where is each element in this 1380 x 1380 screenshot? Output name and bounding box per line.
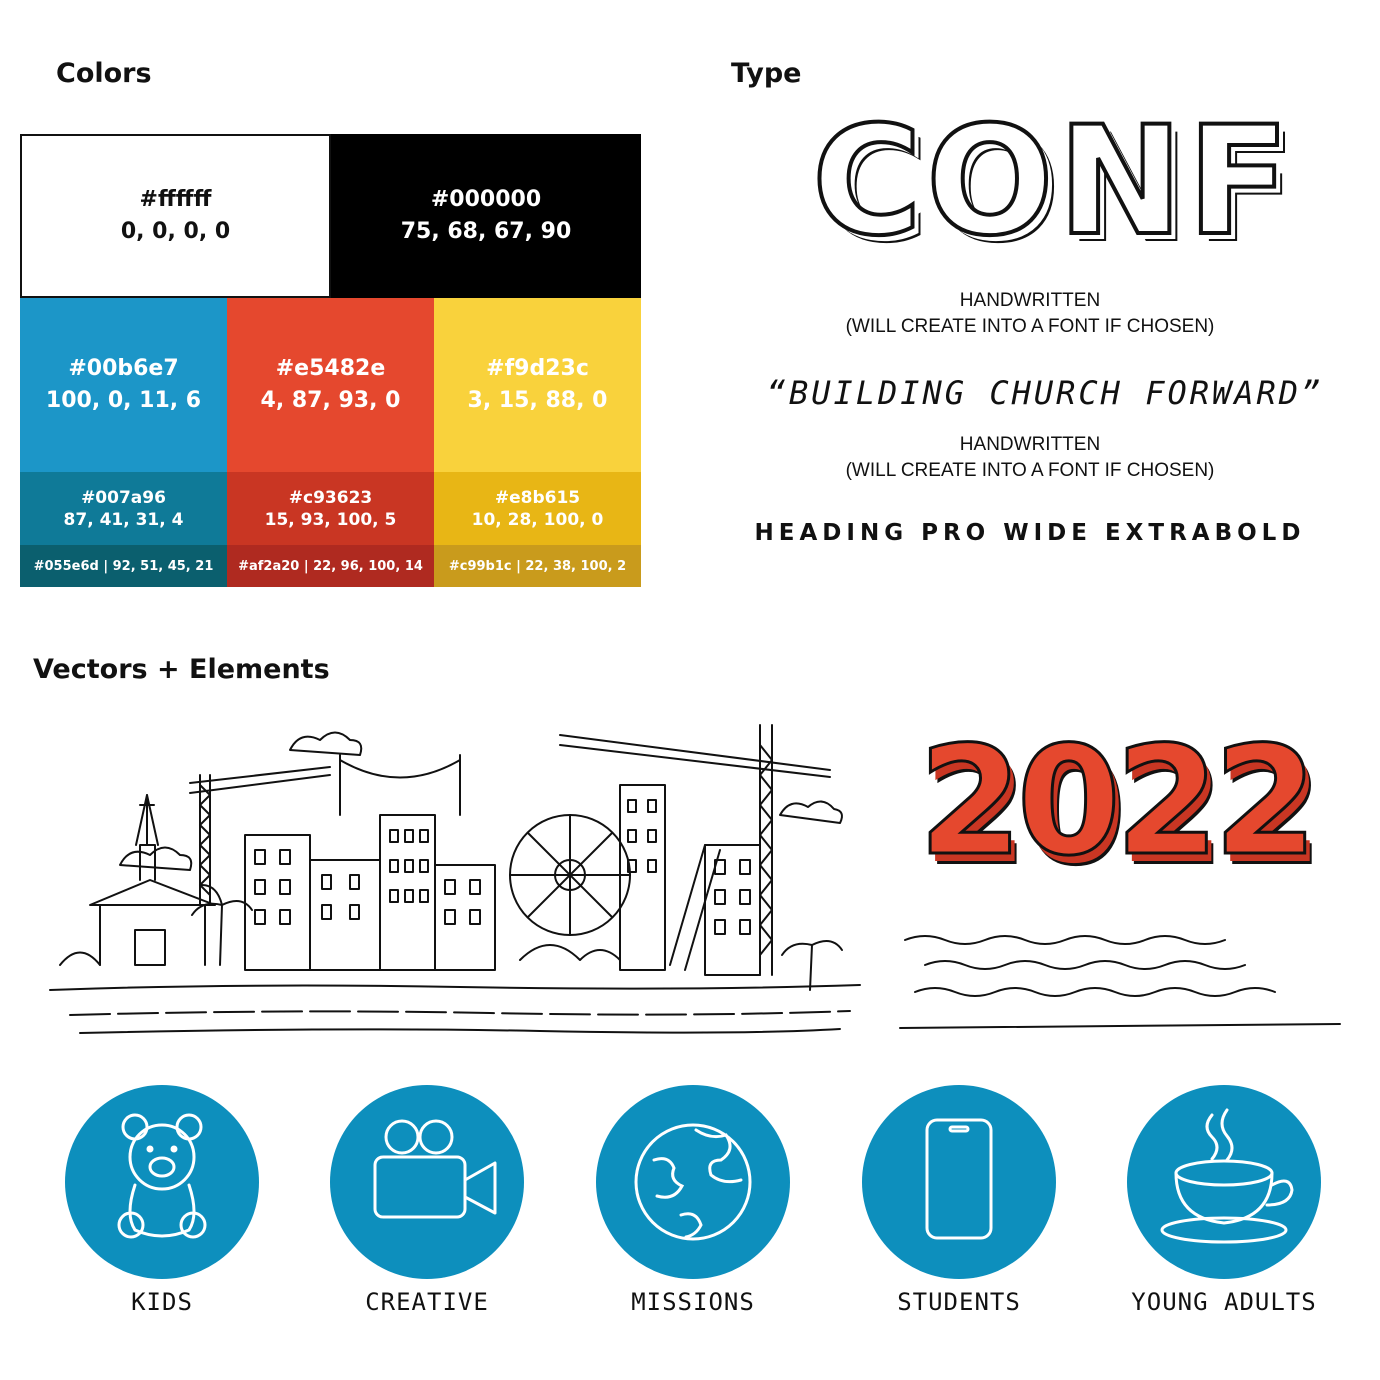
colors-heading: Colors: [56, 58, 152, 89]
coffee-cup-icon: [1127, 1085, 1321, 1279]
teddy-bear-icon: [65, 1085, 259, 1279]
swatch-black: [331, 134, 641, 298]
note-line: HANDWRITTEN: [959, 290, 1101, 311]
note-line: (WILL CREATE INTO A FONT IF CHOSEN): [845, 460, 1215, 481]
swatch-label: #c99b1c | 22, 38, 100, 2: [448, 558, 627, 574]
swatch-hex: #c93623: [288, 487, 373, 508]
heading-font-sample: HEADING PRO WIDE EXTRABOLD: [754, 520, 1306, 546]
swatch-cmyk: 87, 41, 31, 4: [63, 509, 184, 530]
swatch-red-dark: [227, 545, 434, 587]
swatch-cmyk: 15, 93, 100, 5: [264, 509, 397, 530]
swatch-blue-mid: [20, 472, 227, 545]
swatch-yellow: [434, 298, 641, 472]
phone-icon: [862, 1085, 1056, 1279]
kids-label: KIDS: [131, 1288, 193, 1316]
note-line: (WILL CREATE INTO A FONT IF CHOSEN): [845, 316, 1215, 337]
young-adults-circle: [1127, 1085, 1321, 1279]
swatch-cmyk: 75, 68, 67, 90: [400, 219, 572, 244]
students-label: STUDENTS: [897, 1288, 1021, 1316]
swatch-hex: #e5482e: [275, 356, 386, 381]
type-heading: Type: [731, 58, 802, 89]
swatch-hex: #e8b615: [494, 487, 581, 508]
swatch-cmyk: 100, 0, 11, 6: [45, 388, 202, 413]
year-2022-graphic: 2022: [918, 715, 1312, 889]
swatch-label: #055e6d | 92, 51, 45, 21: [33, 558, 214, 574]
swatch-label: #af2a20 | 22, 96, 100, 14: [238, 558, 423, 574]
city-skyline-illustration: [40, 715, 870, 1045]
swatch-yellow-mid: [434, 472, 641, 545]
video-camera-icon: [330, 1085, 524, 1279]
conf-wordmark: CONF: [812, 95, 1294, 269]
swatch-cmyk: 4, 87, 93, 0: [260, 388, 401, 413]
missions-circle: [596, 1085, 790, 1279]
swatch-yellow-dark: [434, 545, 641, 587]
swatch-red: [227, 298, 434, 472]
note-line: HANDWRITTEN: [959, 434, 1101, 455]
water-waves-illustration: [895, 920, 1345, 1040]
swatch-blue: [20, 298, 227, 472]
swatch-cmyk: 3, 15, 88, 0: [467, 388, 608, 413]
swatch-white: [20, 134, 331, 298]
missions-label: MISSIONS: [631, 1288, 755, 1316]
handwritten-note: [780, 288, 1280, 340]
swatch-blue-dark: [20, 545, 227, 587]
globe-icon: [596, 1085, 790, 1279]
swatch-hex: #007a96: [81, 487, 166, 508]
swatch-hex: #000000: [430, 187, 542, 212]
tagline: “BUILDING CHURCH FORWARD”: [766, 374, 1324, 412]
swatch-red-mid: [227, 472, 434, 545]
creative-label: CREATIVE: [365, 1288, 489, 1316]
vectors-heading: Vectors + Elements: [33, 654, 330, 685]
swatch-cmyk: 10, 28, 100, 0: [471, 509, 604, 530]
students-circle: [862, 1085, 1056, 1279]
creative-circle: [330, 1085, 524, 1279]
swatch-hex: #ffffff: [139, 187, 212, 212]
swatch-hex: #00b6e7: [68, 356, 179, 381]
swatch-cmyk: 0, 0, 0, 0: [120, 219, 231, 244]
handwritten-note: [780, 432, 1280, 484]
young-adults-label: YOUNG ADULTS: [1131, 1288, 1317, 1316]
kids-circle: [65, 1085, 259, 1279]
swatch-hex: #f9d23c: [486, 356, 589, 381]
